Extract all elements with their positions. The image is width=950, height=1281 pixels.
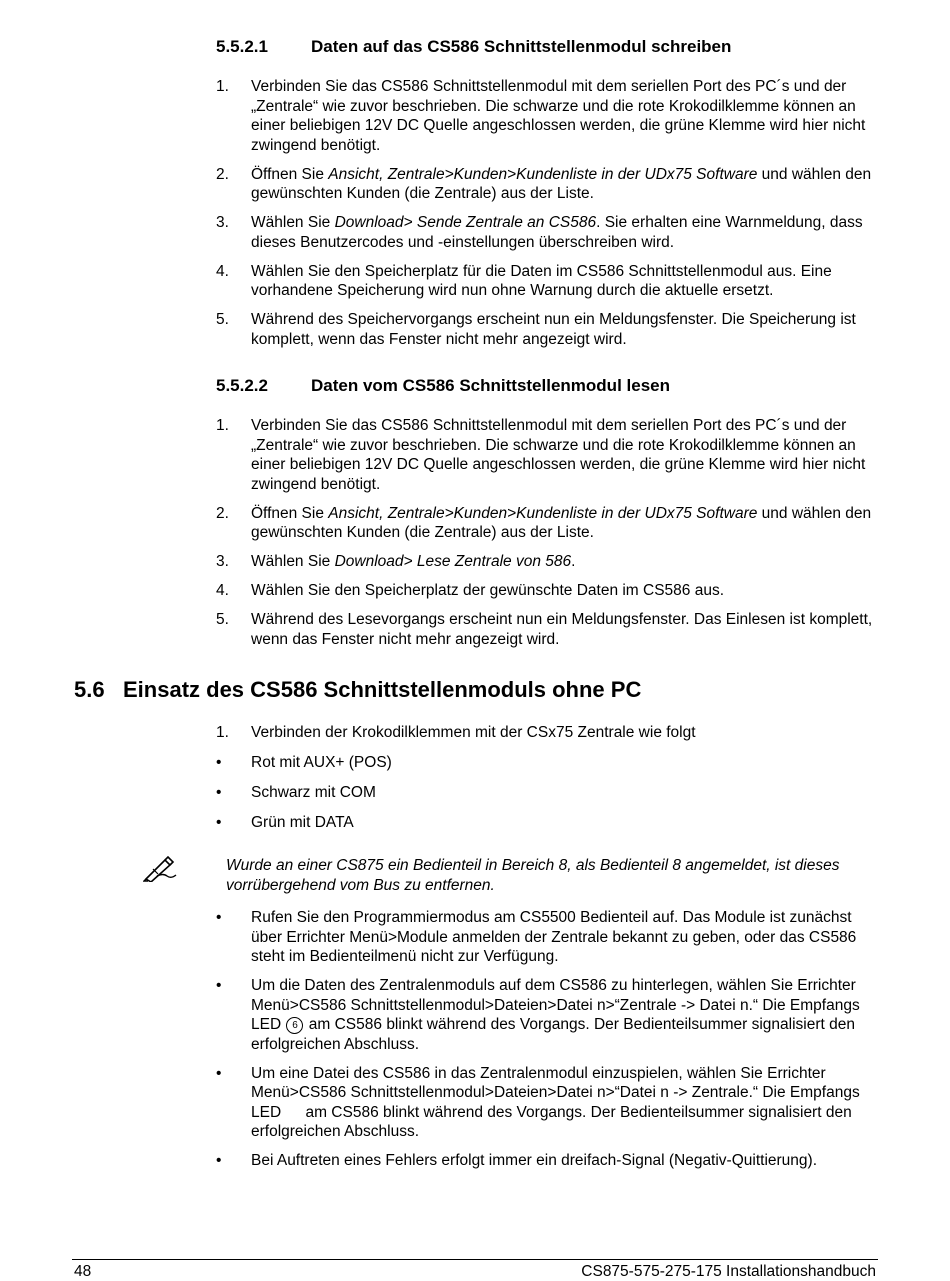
text-run: und wählen den gewünschten Kunden (die Zentrale) aus der Liste.: [251, 504, 872, 541]
list-item-text: [251, 213, 878, 252]
text-run: Bei Auftreten eines Fehlers erfolgt immer ein dreifach-Signal (Negativ-Quittierung).: [251, 1152, 818, 1169]
text-run: . Sie erhalten eine Warnmeldung, dass dieses Benutzercodes und -einstellungen überschreiben wird.: [251, 214, 863, 251]
text-run: am CS586 blinkt während des Vorgangs. Der Bedienteilsummer signalisiert den erfolgreichen Abschluss.: [251, 1016, 856, 1053]
list-item: [216, 908, 878, 967]
menu-path-text: Ansicht, Zentrale>Kunden>Kundenliste in der UDx75 Software: [328, 504, 758, 522]
text-run: Verbinden Sie das CS586 Schnittstellenmodul mit dem seriellen Port des PC´s und der „Zentrale“ wie zuvor beschrieben. Die schwarze und die rote Krokodilklemme können an einer beliebigen 12V DC Quelle angeschlossen werden, die grüne Klemme wird hier nicht zwingend benötigt.: [251, 78, 866, 154]
subsection-title: Daten vom CS586 Schnittstellenmodul lesen: [311, 376, 670, 395]
list-item-text: [251, 77, 878, 155]
page-number: 48: [74, 1263, 92, 1280]
list-item-text: [251, 976, 878, 1054]
step-number: 4.: [216, 582, 229, 599]
subsection-title: Daten auf das CS586 Schnittstellenmodul schreiben: [311, 37, 732, 56]
list-item: [216, 976, 878, 1054]
list-item: [216, 1064, 878, 1142]
list-item: [216, 552, 878, 572]
text-run: Rot mit AUX+ (POS): [251, 754, 392, 771]
menu-path-text: Download> Sende Zentrale an CS586: [334, 214, 597, 231]
list-item: [216, 610, 878, 649]
list-item-text: [251, 552, 878, 572]
text-run: Schwarz mit COM: [251, 784, 376, 801]
list-item-text: [251, 813, 878, 833]
list-item: [216, 77, 878, 155]
list-item-text: [251, 753, 878, 773]
list-item-text: [251, 416, 878, 494]
list-item: [216, 1151, 878, 1171]
subsection-heading-5-5-2-1: [216, 37, 731, 57]
read-steps-list: [216, 416, 878, 659]
text-run: und wählen den gewünschten Kunden (die Zentrale) aus der Liste.: [251, 165, 872, 202]
list-item: [216, 213, 878, 252]
list-item-text: [251, 783, 878, 803]
document-title: CS875-575-275-175 Installationshandbuch: [581, 1263, 876, 1280]
subsection-number: 5.5.2.1: [216, 37, 268, 56]
list-item-text: [251, 504, 878, 543]
menu-path-text: Ansicht, Zentrale>Kunden>Kundenliste in der UDx75 Software: [328, 165, 758, 183]
step-number: 5.: [216, 611, 229, 628]
bullet-marker: •: [216, 754, 222, 771]
bullet-marker: •: [216, 1152, 222, 1169]
text-run: Rufen Sie den Programmiermodus am CS5500 Bedienteil auf. Das Module ist zunächst über Errichter Menü>Module anmelden der Zentrale bekannt zu geben, oder das CS586 steht im Bedienteilmenü nicht zur Verfügung.: [251, 909, 857, 965]
list-item-text: [251, 1151, 878, 1171]
list-item-text: [251, 581, 878, 601]
step-number: 4.: [216, 262, 229, 280]
bullet-marker: •: [216, 977, 222, 994]
list-item: [216, 783, 878, 803]
list-item-text: [251, 310, 878, 349]
list-item: [216, 723, 878, 743]
bullet-marker: •: [216, 784, 222, 801]
list-item-text: [251, 1064, 878, 1142]
list-item-text: [251, 262, 878, 301]
footer-divider: [72, 1259, 878, 1260]
step-number: 2.: [216, 165, 229, 183]
subsection-heading-5-5-2-2: [216, 376, 670, 396]
list-item: [216, 262, 878, 301]
list-item: [216, 813, 878, 833]
connection-list: [216, 723, 878, 843]
list-item-text: [251, 908, 878, 967]
note-text: Wurde an einer CS875 ein Bedienteil in Bereich 8, als Bedienteil 8 angemeldet, ist dieses vorrübergehend vom Bus zu entfernen.: [226, 857, 840, 894]
list-item: [216, 753, 878, 773]
text-run: Öffnen Sie: [251, 165, 329, 183]
text-run: Wählen Sie den Speicherplatz der gewünschte Daten im CS586 aus.: [251, 582, 725, 599]
text-run: Wählen Sie den Speicherplatz für die Daten im CS586 Schnittstellenmodul aus. Eine vorhandene Speicherung wird nun ohne Warnung durch die aktuelle ersetzt.: [251, 262, 832, 299]
section-heading-5-6: [74, 677, 641, 703]
list-item-text: [251, 165, 878, 204]
text-run: Grün mit DATA: [251, 814, 354, 831]
text-run: Wählen Sie: [251, 214, 335, 231]
text-run: Während des Lesevorgangs erscheint nun ein Meldungsfenster. Das Einlesen ist komplett, wenn das Fenster nicht mehr angezeigt wird.: [251, 611, 873, 648]
section-number: 5.6: [74, 677, 105, 702]
step-number: 1.: [216, 417, 229, 434]
text-run: Wählen Sie: [251, 553, 335, 570]
write-steps-list: [216, 77, 878, 359]
menu-path-text: Download> Lese Zentrale von 586: [334, 553, 572, 570]
step-number: 1.: [216, 78, 229, 95]
text-run: Verbinden der Krokodilklemmen mit der CSx75 Zentrale wie folgt: [251, 724, 696, 741]
procedure-bullet-list: [216, 908, 878, 1180]
text-run: Um die Daten des Zentralenmoduls auf dem CS586 zu hinterlegen, wählen Sie Errichter Menü>CS586 Schnittstellenmodul>Dateien>Datei n>“Zentrale -> Datei n.“ Die Empfangs LED: [251, 977, 860, 1033]
led-number-badge: 6: [286, 1017, 303, 1034]
step-number: 1.: [216, 724, 229, 741]
bullet-marker: •: [216, 814, 222, 831]
text-run: am CS586 blinkt während des Vorgangs. Der Bedienteilsummer signalisiert den erfolgreichen Abschluss.: [251, 1103, 852, 1140]
step-number: 5.: [216, 311, 229, 328]
step-number: 3.: [216, 553, 229, 570]
text-run: Öffnen Sie: [251, 504, 329, 522]
writing-hand-icon: [143, 856, 179, 887]
list-item: [216, 416, 878, 494]
subsection-number: 5.5.2.2: [216, 376, 268, 395]
text-run: Verbinden Sie das CS586 Schnittstellenmodul mit dem seriellen Port des PC´s und der „Zentrale“ wie zuvor beschrieben. Die schwarze und die rote Krokodilklemme können an einer beliebigen 12V DC Quelle angeschlossen werden, die grüne Klemme wird hier nicht zwingend benötigt.: [251, 417, 866, 493]
step-number: 2.: [216, 504, 229, 522]
list-item-text: [251, 610, 878, 649]
section-title: Einsatz des CS586 Schnittstellenmoduls ohne PC: [123, 677, 642, 702]
list-item-text: [251, 723, 878, 743]
text-run: .: [571, 553, 576, 570]
list-item: [216, 165, 878, 204]
list-item: [216, 581, 878, 601]
text-run: Um eine Datei des CS586 in das Zentralenmodul einzuspielen, wählen Sie Errichter Menü>CS586 Schnittstellenmodul>Dateien>Datei n>“Datei n -> Zentrale.“ Die Empfangs LED: [251, 1064, 860, 1121]
bullet-marker: •: [216, 909, 222, 926]
list-item: [216, 504, 878, 543]
list-item: [216, 310, 878, 349]
bullet-marker: •: [216, 1064, 222, 1082]
step-number: 3.: [216, 214, 229, 231]
text-run: Während des Speichervorgangs erscheint nun ein Meldungsfenster. Die Speicherung ist komplett, wenn das Fenster nicht mehr angezeigt wird.: [251, 311, 856, 348]
